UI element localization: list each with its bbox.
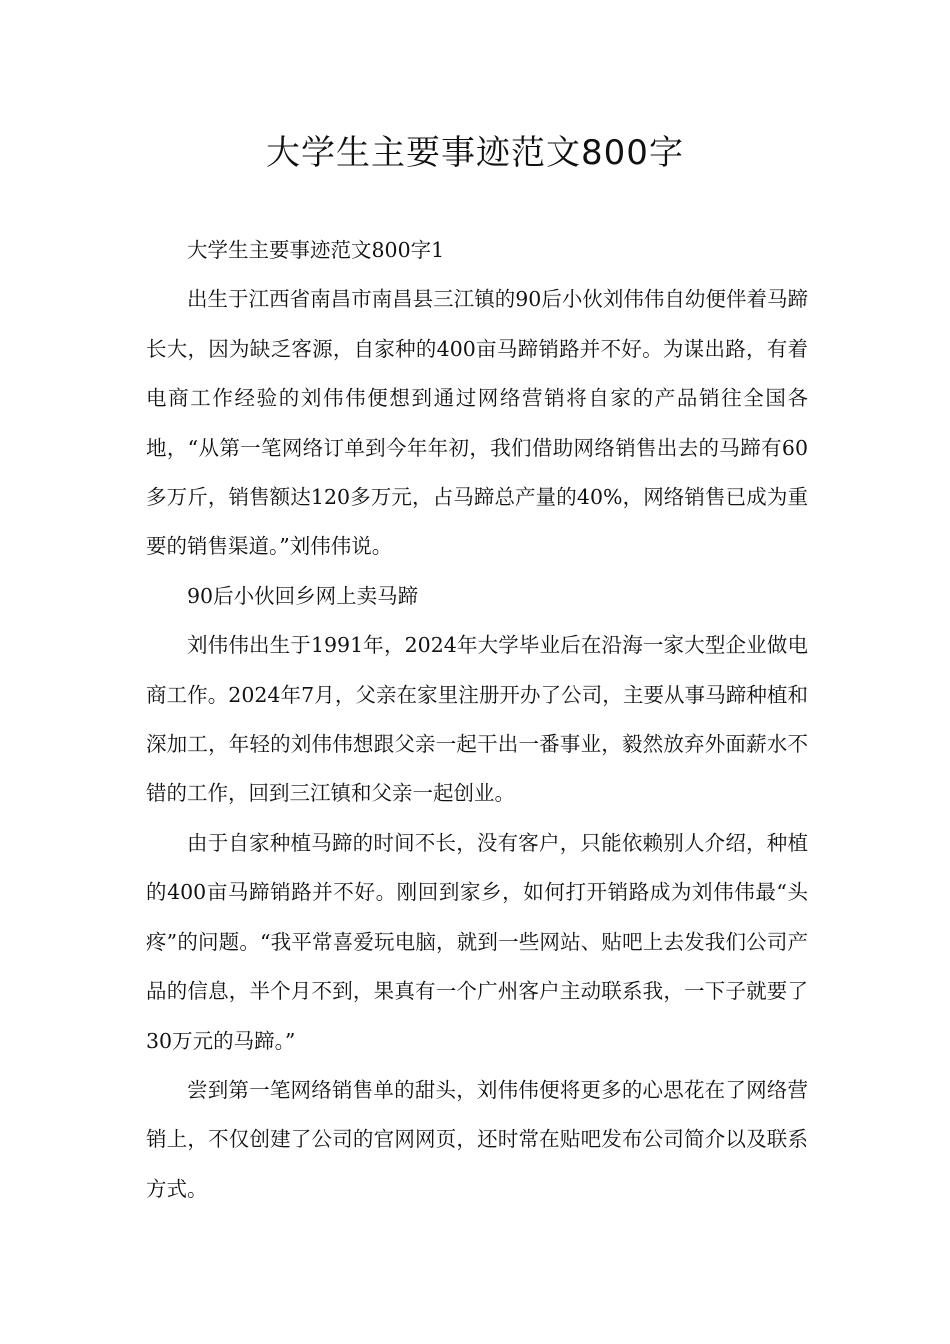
body-paragraph: 刘伟伟出生于1991年，2024年大学毕业后在沿海一家大型企业做电商工作。2024年7月，父亲在家里注册开办了公司，主要从事马蹄种植和深加工，年轻的刘伟伟想跟父亲一起干出一番事业，毅然放弃外面薪水不错的工作，回到三江镇和父亲一起创业。 [146, 633, 808, 806]
document-body [146, 226, 808, 1214]
body-paragraph: 由于自家种植马蹄的时间不长，没有客户，只能依赖别人介绍，种植的400亩马蹄销路并不好。刚回到家乡，如何打开销路成为刘伟伟最“头疼”的问题。“我平常喜爱玩电脑，就到一些网站、贴吧上去发我们公司产品的信息，半个月不到，果真有一个广州客户主动联系我，一下子就要了30万元的马蹄。” [146, 830, 808, 1053]
subheading-paragraph: 大学生主要事迹范文800字1 [187, 238, 445, 262]
body-paragraph: 出生于江西省南昌市南昌县三江镇的90后小伙刘伟伟自幼便伴着马蹄长大，因为缺乏客源，自家种的400亩马蹄销路并不好。为谋出路，有着电商工作经验的刘伟伟便想到通过网络营销将自家的产品销往全国各地，“从第一笔网络订单到今年年初，我们借助网络销售出去的马蹄有60多万斤，销售额达120多万元，占马蹄总产量的40%，网络销售已成为重要的销售渠道。”刘伟伟说。 [146, 287, 808, 559]
document-title: 大学生主要事迹范文800字 [266, 133, 684, 173]
body-paragraph: 尝到第一笔网络销售单的甜头，刘伟伟便将更多的心思花在了网络营销上，不仅创建了公司的官网网页，还时常在贴吧发布公司简介以及联系方式。 [146, 1077, 808, 1201]
section-heading: 90后小伙回乡网上卖马蹄 [187, 583, 419, 608]
